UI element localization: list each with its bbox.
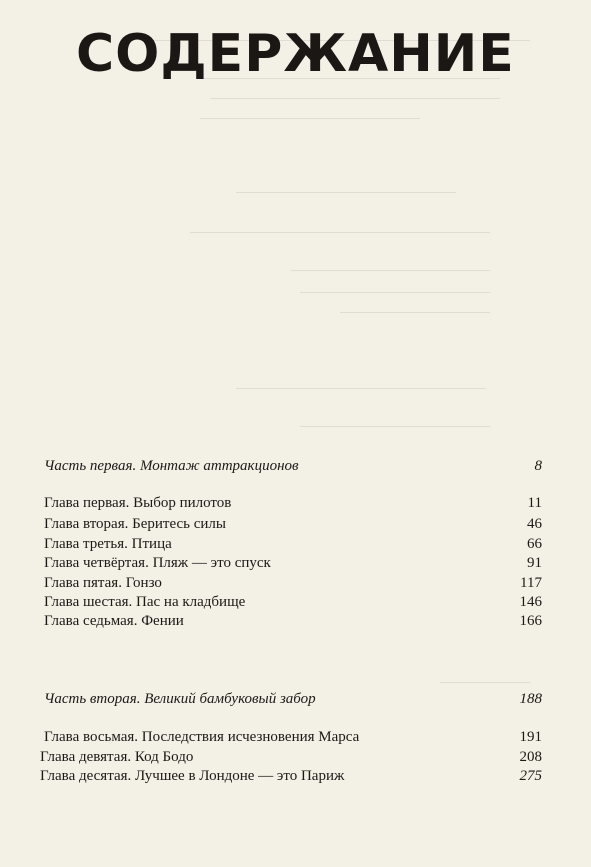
bleed-through-line <box>300 426 490 427</box>
toc-chapter-label: Глава вторая. Беритесь силы <box>44 516 226 532</box>
toc-chapter[interactable] <box>44 515 542 534</box>
toc-page-number: 146 <box>519 594 542 610</box>
toc-part-2[interactable] <box>44 690 542 709</box>
toc-chapter-label: Глава шестая. Пас на кладбище <box>44 594 246 610</box>
bleed-through-line <box>236 192 456 193</box>
toc-page-number: 8 <box>534 458 542 474</box>
toc-chapter-label: Глава первая. Выбор пилотов <box>44 495 232 511</box>
toc-chapter-label: Глава девятая. Код Бодо <box>40 749 194 765</box>
toc-part-label: Часть вторая. Великий бамбуковый забор <box>44 691 316 707</box>
toc-chapter-label: Глава десятая. Лучшее в Лондоне — это Париж <box>40 768 345 784</box>
toc-chapter[interactable] <box>40 767 542 786</box>
toc-chapter[interactable] <box>40 748 542 767</box>
bleed-through-line <box>300 292 490 293</box>
toc-chapter[interactable] <box>44 535 542 554</box>
toc-chapter[interactable] <box>44 554 542 573</box>
bleed-through-line <box>190 232 490 233</box>
toc-chapter[interactable] <box>44 728 542 747</box>
toc-page-number: 117 <box>520 575 542 591</box>
toc-chapter-label: Глава третья. Птица <box>44 536 172 552</box>
toc-chapter[interactable] <box>44 574 542 593</box>
bleed-through-line <box>440 682 530 683</box>
toc-page-number: 66 <box>527 536 542 552</box>
bleed-through-line <box>340 312 490 313</box>
toc-part-1[interactable] <box>44 457 542 476</box>
toc-page-number: 191 <box>519 729 542 745</box>
toc-page-number: 166 <box>519 613 542 629</box>
toc-chapter[interactable] <box>44 494 542 513</box>
page-title: СОДЕРЖАНИЕ <box>76 24 515 84</box>
toc-chapter-label: Глава восьмая. Последствия исчезновения Марса <box>44 729 360 745</box>
toc-page-number: 46 <box>527 516 542 532</box>
bleed-through-line <box>236 388 486 389</box>
toc-part-label: Часть первая. Монтаж аттракционов <box>44 458 299 474</box>
toc-page-number: 91 <box>527 555 542 571</box>
toc-page-number: 275 <box>519 768 542 784</box>
bleed-through-line <box>200 118 420 119</box>
toc-chapter-label: Глава четвёртая. Пляж — это спуск <box>44 555 271 571</box>
toc-page-number: 188 <box>519 691 542 707</box>
bleed-through-line <box>290 270 490 271</box>
toc-chapter-label: Глава пятая. Гонзо <box>44 575 162 591</box>
toc-page-number: 11 <box>527 495 542 511</box>
bleed-through-line <box>210 98 500 99</box>
toc-chapter[interactable] <box>44 593 542 612</box>
toc-chapter-label: Глава седьмая. Фении <box>44 613 184 629</box>
toc-chapter[interactable] <box>44 612 542 631</box>
toc-page-number: 208 <box>519 749 542 765</box>
